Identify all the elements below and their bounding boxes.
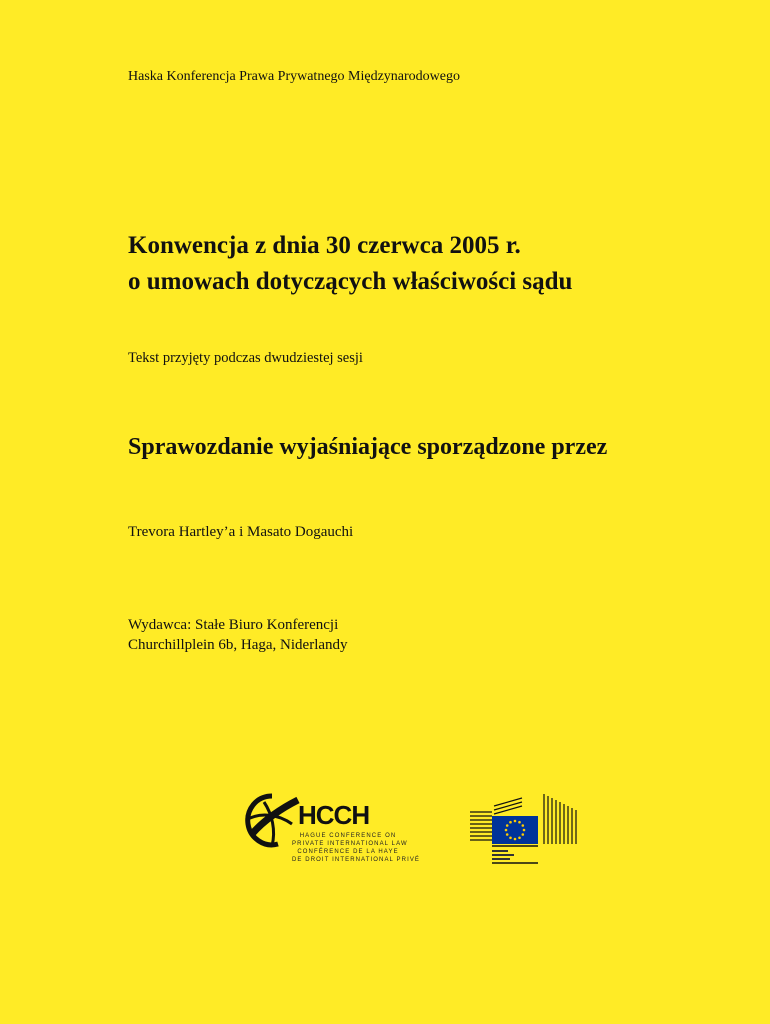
publisher-line-1: Wydawca: Stałe Biuro Konferencji [128,617,339,633]
european-commission-logo [468,792,582,868]
authors: Trevora Hartley’a i Masato Dogauchi [128,524,354,540]
organization-name: Haska Konferencja Prawa Prywatnego Międzynarodowego [128,69,460,84]
hcch-logo [242,790,421,872]
hcch-caption-line: HAGUE CONFERENCE ON [299,833,397,839]
publisher-line-2: Churchillplein 6b, Haga, Niderlandy [128,637,348,653]
publisher-info [128,615,348,655]
hcch-caption-line: DE DROIT INTERNATIONAL PRIVÉ [292,857,421,863]
hcch-wordmark: HCCH [298,800,370,830]
document-subtitle: Tekst przyjęty podczas dwudziestej sesji [128,350,363,366]
title-line-2: o umowach dotyczących właściwości sądu [128,268,573,295]
eu-building-flag-icon [468,792,582,868]
document-title [128,228,572,300]
hcch-caption-line: CONFÉRENCE DE LA HAYE [297,849,399,855]
report-heading: Sprawozdanie wyjaśniające sporządzone przez [128,434,608,460]
title-line-1: Konwencja z dnia 30 czerwca 2005 r. [128,232,521,259]
hcch-caption [292,832,421,864]
hcch-caption-line: PRIVATE INTERNATIONAL LAW [292,841,408,847]
